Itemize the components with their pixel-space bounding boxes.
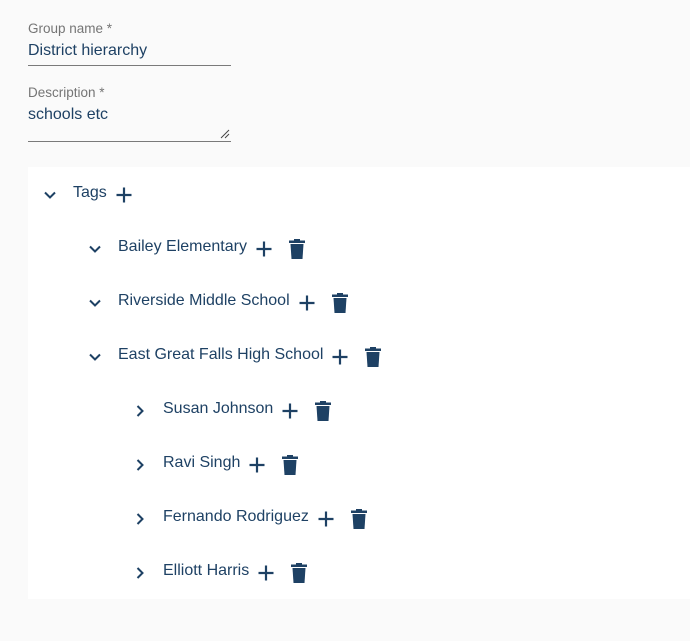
plus-icon[interactable] bbox=[279, 400, 301, 422]
description-label: Description * bbox=[28, 85, 105, 100]
tree-node-label: Elliott Harris bbox=[163, 562, 250, 579]
plus-icon[interactable] bbox=[253, 238, 275, 260]
tag-tree bbox=[28, 167, 690, 599]
tree-node-person bbox=[130, 451, 300, 479]
tree-node-root bbox=[40, 181, 135, 209]
group-name-input[interactable]: District hierarchy bbox=[28, 37, 231, 66]
description-textarea[interactable] bbox=[28, 101, 231, 142]
tree-node-label: East Great Falls High School bbox=[118, 346, 324, 363]
tree-node-person bbox=[130, 559, 309, 587]
trash-icon[interactable] bbox=[363, 346, 383, 368]
group-name-label: Group name * bbox=[28, 21, 113, 36]
tree-node-label: Tags bbox=[73, 184, 107, 201]
tree-node-label: Ravi Singh bbox=[163, 454, 241, 471]
resize-handle-icon[interactable] bbox=[220, 129, 230, 139]
description-field[interactable] bbox=[28, 85, 231, 142]
trash-icon[interactable] bbox=[287, 238, 307, 260]
chevron-right-icon[interactable] bbox=[130, 509, 150, 529]
plus-icon[interactable] bbox=[296, 292, 318, 314]
tree-node-label: Fernando Rodriguez bbox=[163, 508, 309, 525]
trash-icon[interactable] bbox=[349, 508, 369, 530]
description-text: schools etc bbox=[28, 106, 109, 123]
trash-icon[interactable] bbox=[289, 562, 309, 584]
plus-icon[interactable] bbox=[246, 454, 268, 476]
plus-icon[interactable] bbox=[113, 184, 135, 206]
tree-node-label: Bailey Elementary bbox=[118, 238, 247, 255]
chevron-right-icon[interactable] bbox=[130, 401, 150, 421]
tree-node-person bbox=[130, 397, 333, 425]
chevron-right-icon[interactable] bbox=[130, 455, 150, 475]
tree-node-label: Riverside Middle School bbox=[118, 292, 290, 309]
plus-icon[interactable] bbox=[315, 508, 337, 530]
chevron-down-icon[interactable] bbox=[40, 185, 60, 205]
tree-node-school bbox=[85, 343, 383, 371]
chevron-down-icon[interactable] bbox=[85, 239, 105, 259]
chevron-right-icon[interactable] bbox=[130, 563, 150, 583]
tree-node-label: Susan Johnson bbox=[163, 400, 274, 417]
plus-icon[interactable] bbox=[329, 346, 351, 368]
trash-icon[interactable] bbox=[330, 292, 350, 314]
tree-node-school bbox=[85, 235, 307, 263]
chevron-down-icon[interactable] bbox=[85, 347, 105, 367]
tree-node-school bbox=[85, 289, 350, 317]
chevron-down-icon[interactable] bbox=[85, 293, 105, 313]
trash-icon[interactable] bbox=[280, 454, 300, 476]
tree-node-person bbox=[130, 505, 369, 533]
group-name-field[interactable] bbox=[28, 21, 231, 66]
plus-icon[interactable] bbox=[255, 562, 277, 584]
trash-icon[interactable] bbox=[313, 400, 333, 422]
